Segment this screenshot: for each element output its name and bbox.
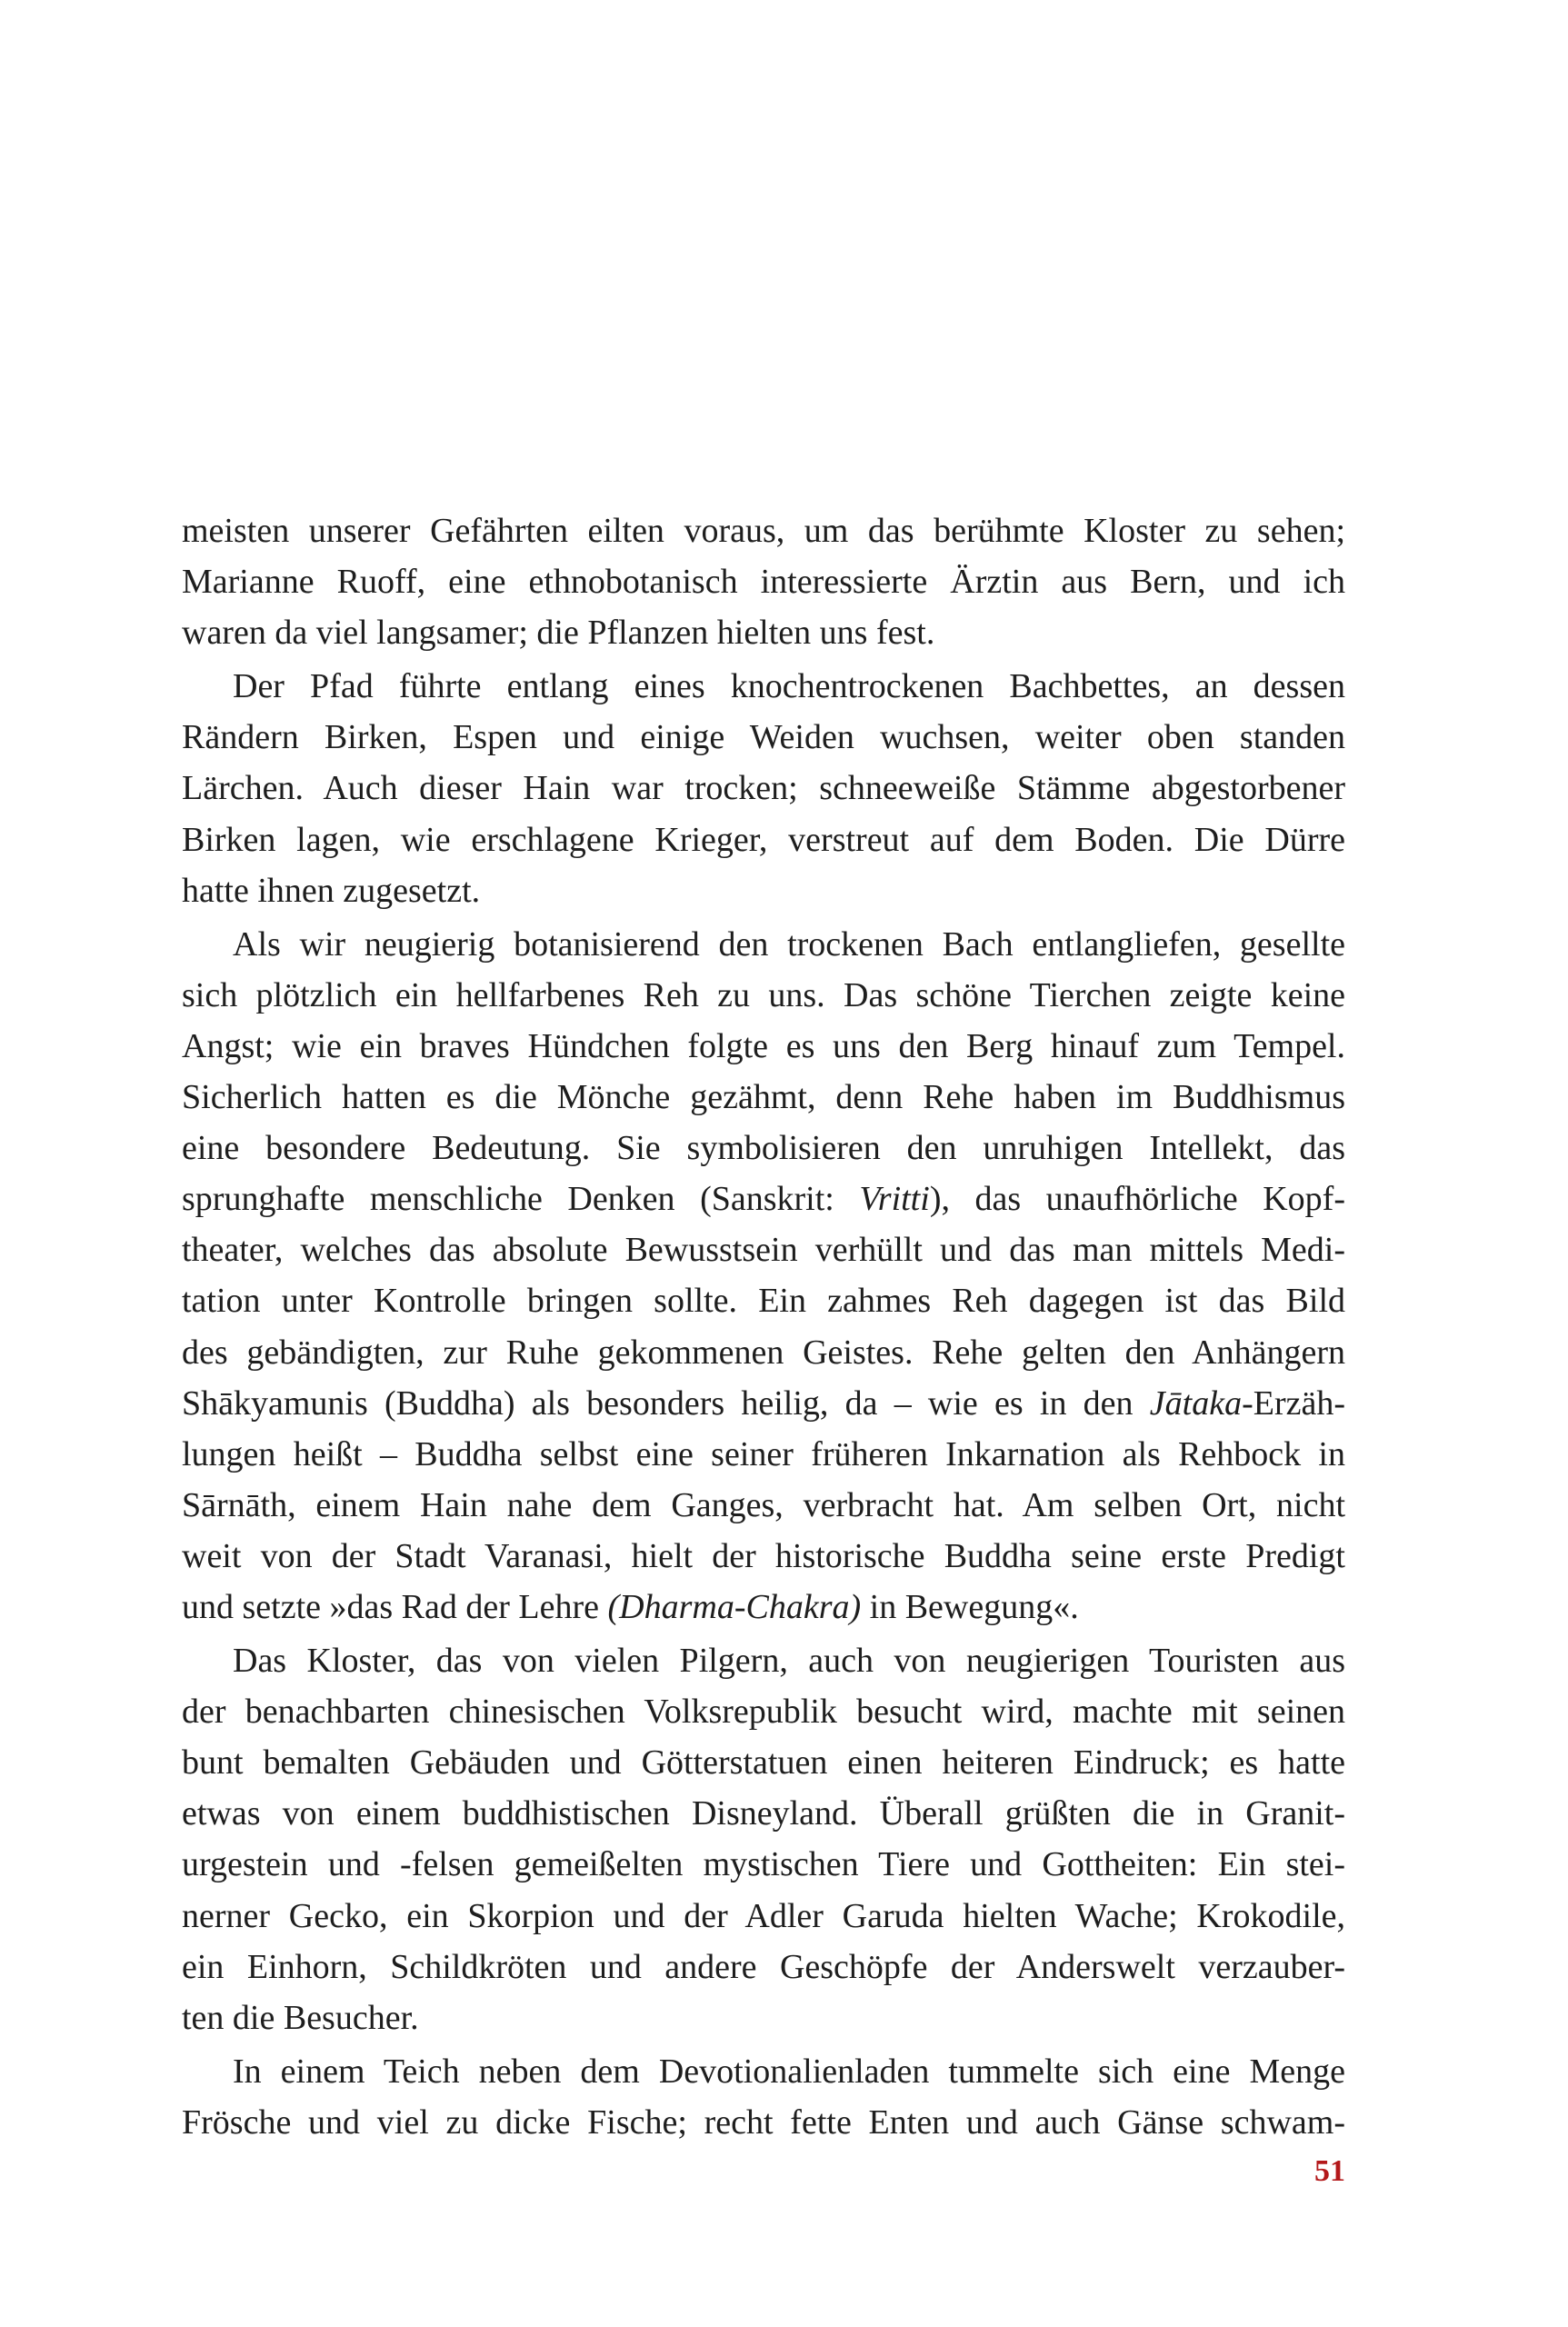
text-line: meisten unserer Gefährten eilten voraus, um das berühmte Kloster zu sehen; [182, 512, 1345, 550]
text-line: nerner Gecko, ein Skorpion und der Adler Garuda hielten Wache; Krokodile, [182, 1896, 1345, 1935]
text-line: Rändern Birken, Espen und einige Weiden wuchsen, weiter oben standen [182, 718, 1345, 757]
text-line: Shākyamunis (Buddha) als besonders heilig, da – wie es in den Jātaka-Erzäh- [182, 1383, 1345, 1423]
text-line: hatte ihnen zugesetzt. [182, 871, 481, 910]
text-line: In einem Teich neben dem Devotionalienladen tummelte sich eine Menge [233, 2052, 1345, 2091]
text-line: des gebändigten, zur Ruhe gekommenen Geistes. Rehe gelten den Anhängern [182, 1333, 1345, 1372]
text-line: Lärchen. Auch dieser Hain war trocken; schneeweiße Stämme abgestorbener [182, 769, 1345, 808]
text-line: Marianne Ruoff, eine ethnobotanisch interessierte Ärztin aus Bern, und ich [182, 563, 1345, 602]
page-number: 51 [1314, 2154, 1345, 2188]
text-line: urgestein und -felsen gemeißelten mystischen Tiere und Gottheiten: Ein stei- [182, 1845, 1345, 1884]
text-line: Sicherlich hatten es die Mönche gezähmt, denn Rehe haben im Buddhismus [182, 1078, 1345, 1117]
paragraph [182, 1635, 1345, 2043]
text-line: Der Pfad führte entlang eines knochentrockenen Bachbettes, an dessen [233, 667, 1345, 706]
text-line: ten die Besucher. [182, 1998, 419, 2037]
paragraph [182, 919, 1345, 1633]
text-line: sprunghafte menschliche Denken (Sanskrit: Vritti), das unaufhörliche Kopf- [182, 1180, 1345, 1219]
paragraph [182, 661, 1345, 915]
text-line: etwas von einem buddhistischen Disneyland. Überall grüßten die in Granit- [182, 1794, 1345, 1833]
text-line: eine besondere Bedeutung. Sie symbolisieren den unruhigen Intellekt, das [182, 1129, 1345, 1168]
text-line: Das Kloster, das von vielen Pilgern, auch von neugierigen Touristen aus [233, 1642, 1345, 1681]
text-line: Birken lagen, wie erschlagene Krieger, verstreut auf dem Boden. Die Dürre [182, 820, 1345, 859]
text-line: lungen heißt – Buddha selbst eine seiner früheren Inkarnation als Rehbock in [182, 1434, 1345, 1473]
text-line: Frösche und viel zu dicke Fische; recht fette Enten und auch Gänse schwam- [182, 2102, 1345, 2142]
text-line: Als wir neugierig botanisierend den trockenen Bach entlangliefen, gesellte [233, 924, 1345, 964]
text-line: tation unter Kontrolle bringen sollte. Ein zahmes Reh dagegen ist das Bild [182, 1282, 1345, 1321]
text-line: Sārnāth, einem Hain nahe dem Ganges, verbracht hat. Am selben Ort, nicht [182, 1485, 1345, 1524]
text-line: bunt bemalten Gebäuden und Götterstatuen einen heiteren Eindruck; es hatte [182, 1743, 1345, 1783]
text-line: und setzte »das Rad der Lehre (Dharma-Chakra) in Bewegung«. [182, 1587, 1079, 1626]
paragraph [182, 2046, 1345, 2148]
body-text [182, 505, 1345, 2148]
text-line: ein Einhorn, Schildkröten und andere Geschöpfe der Anderswelt verzauber- [182, 1947, 1345, 1986]
text-line: theater, welches das absolute Bewusstsein verhüllt und das man mittels Medi- [182, 1231, 1345, 1270]
text-line: Angst; wie ein braves Hündchen folgte es uns den Berg hinauf zum Tempel. [182, 1026, 1345, 1065]
paragraph [182, 505, 1345, 658]
text-line: sich plötzlich ein hellfarbenes Reh zu uns. Das schöne Tierchen zeigte keine [182, 975, 1345, 1014]
text-line: der benachbarten chinesischen Volksrepublik besucht wird, machte mit seinen [182, 1693, 1345, 1732]
text-line: waren da viel langsamer; die Pflanzen hielten uns fest. [182, 614, 935, 653]
text-line: weit von der Stadt Varanasi, hielt der historische Buddha seine erste Predigt [182, 1536, 1345, 1575]
